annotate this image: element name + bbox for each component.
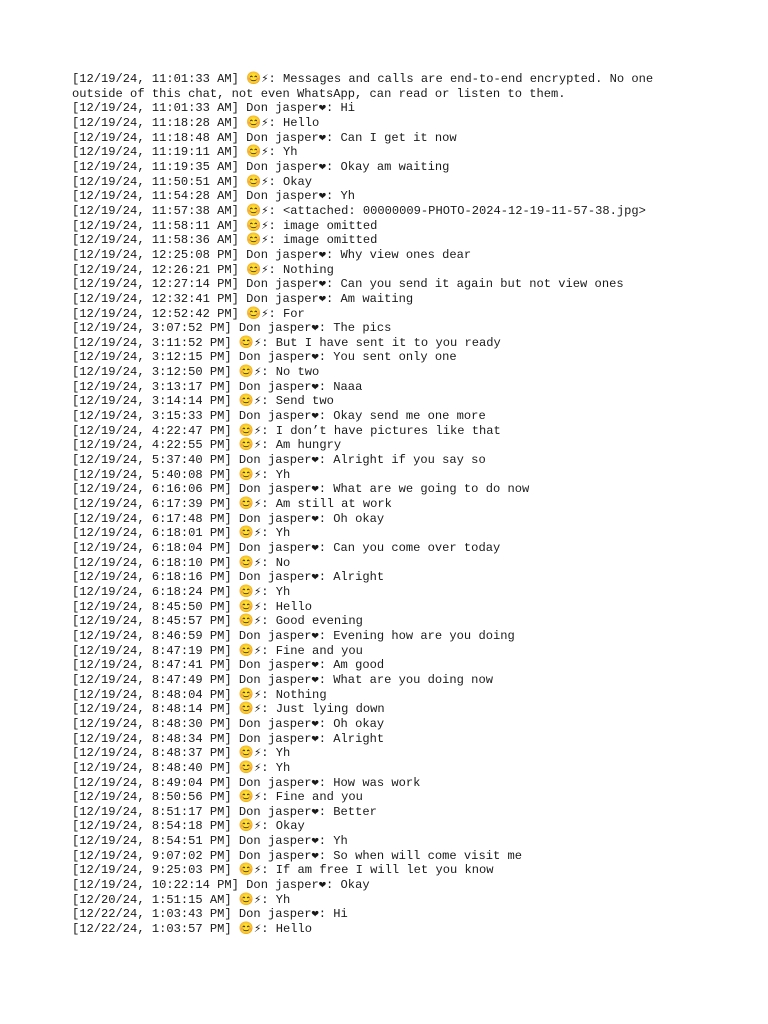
chat-line: [12/19/24, 3:15:33 PM] Don jasper❤: Okay send me one more (72, 409, 486, 424)
chat-line: [12/19/24, 10:22:14 PM] Don jasper❤: Okay (72, 878, 370, 893)
chat-line: [12/19/24, 6:16:06 PM] Don jasper❤: What are we going to do now (72, 482, 530, 497)
chat-line: [12/19/24, 8:54:51 PM] Don jasper❤: Yh (72, 834, 348, 849)
chat-line: [12/19/24, 12:32:41 PM] Don jasper❤: Am waiting (72, 291, 414, 306)
chat-line: [12/19/24, 8:45:57 PM] 😊⚡: Good evening (72, 614, 363, 629)
chat-line: [12/19/24, 8:47:19 PM] 😊⚡: Fine and you (72, 643, 363, 658)
chat-line: [12/19/24, 11:19:11 AM] 😊⚡: Yh (72, 145, 298, 160)
chat-transcript (72, 72, 692, 937)
chat-line: [12/19/24, 4:22:55 PM] 😊⚡: Am hungry (72, 438, 342, 453)
chat-line: [12/19/24, 8:51:17 PM] Don jasper❤: Better (72, 804, 377, 819)
chat-line: [12/19/24, 5:40:08 PM] 😊⚡: Yh (72, 467, 291, 482)
chat-line: [12/19/24, 8:48:14 PM] 😊⚡: Just lying down (72, 702, 385, 717)
chat-line: [12/19/24, 11:50:51 AM] 😊⚡: Okay (72, 174, 313, 189)
chat-line: [12/19/24, 11:18:28 AM] 😊⚡: Hello (72, 115, 320, 130)
chat-line: [12/19/24, 6:17:48 PM] Don jasper❤: Oh okay (72, 511, 385, 526)
chat-line: [12/19/24, 11:54:28 AM] Don jasper❤: Yh (72, 189, 356, 204)
chat-line: [12/19/24, 6:18:16 PM] Don jasper❤: Alright (72, 570, 385, 585)
chat-line: [12/19/24, 12:27:14 PM] Don jasper❤: Can you send it again but not view ones (72, 277, 624, 292)
chat-line: [12/19/24, 4:22:47 PM] 😊⚡: I don’t have pictures like that (72, 423, 501, 438)
chat-line: [12/19/24, 6:18:04 PM] Don jasper❤: Can you come over today (72, 541, 501, 555)
chat-line-attachment: [12/19/24, 11:57:38 AM] 😊⚡: <attached: 00000009-PHOTO-2024-12-19-11-57-38.jpg> (72, 203, 646, 218)
chat-line: [12/19/24, 8:47:41 PM] Don jasper❤: Am good (72, 658, 385, 673)
chat-line: [12/19/24, 8:48:30 PM] Don jasper❤: Oh okay (72, 716, 385, 731)
chat-line: [12/19/24, 12:26:21 PM] 😊⚡: Nothing (72, 262, 334, 277)
chat-line: [12/19/24, 9:07:02 PM] Don jasper❤: So when will come visit me (72, 848, 522, 863)
chat-line: [12/20/24, 1:51:15 AM] 😊⚡: Yh (72, 892, 291, 907)
chat-line: [12/19/24, 8:49:04 PM] Don jasper❤: How was work (72, 775, 421, 790)
chat-line: [12/19/24, 3:07:52 PM] Don jasper❤: The pics (72, 321, 392, 336)
chat-line: [12/19/24, 8:48:34 PM] Don jasper❤: Alright (72, 731, 385, 746)
chat-line: [12/19/24, 12:52:42 PM] 😊⚡: For (72, 306, 305, 321)
chat-line: [12/19/24, 12:25:08 PM] Don jasper❤: Why view ones dear (72, 247, 472, 262)
chat-line: [12/19/24, 3:12:50 PM] 😊⚡: No two (72, 365, 320, 380)
chat-line: [12/19/24, 11:58:36 AM] 😊⚡: image omitted (72, 233, 378, 248)
chat-line: [12/19/24, 3:13:17 PM] Don jasper❤: Naaa (72, 379, 363, 394)
chat-line: [12/22/24, 1:03:57 PM] 😊⚡: Hello (72, 922, 313, 937)
chat-line: [12/19/24, 8:45:50 PM] 😊⚡: Hello (72, 599, 313, 614)
chat-line: [12/19/24, 11:19:35 AM] Don jasper❤: Okay am waiting (72, 159, 450, 174)
chat-line: [12/19/24, 11:58:11 AM] 😊⚡: image omitted (72, 218, 378, 233)
chat-line: [12/19/24, 8:50:56 PM] 😊⚡: Fine and you (72, 790, 363, 805)
chat-line: [12/19/24, 6:18:10 PM] 😊⚡: No (72, 555, 291, 570)
chat-line: [12/19/24, 9:25:03 PM] 😊⚡: If am free I will let you know (72, 863, 494, 878)
chat-line: [12/19/24, 8:46:59 PM] Don jasper❤: Evening how are you doing (72, 628, 515, 643)
chat-line: [12/22/24, 1:03:43 PM] Don jasper❤: Hi (72, 907, 348, 922)
chat-line: [12/19/24, 3:11:52 PM] 😊⚡: But I have sent it to you ready (72, 335, 501, 350)
chat-line: [12/19/24, 3:12:15 PM] Don jasper❤: You sent only one (72, 350, 457, 365)
chat-line: [12/19/24, 8:47:49 PM] Don jasper❤: What are you doing now (72, 672, 493, 687)
chat-line: [12/19/24, 3:14:14 PM] 😊⚡: Send two (72, 394, 334, 409)
chat-line: [12/19/24, 5:37:40 PM] Don jasper❤: Alright if you say so (72, 453, 486, 468)
chat-line: [12/19/24, 8:48:04 PM] 😊⚡: Nothing (72, 687, 327, 702)
chat-line: [12/19/24, 6:18:01 PM] 😊⚡: Yh (72, 526, 291, 541)
chat-line: [12/19/24, 11:01:33 AM] Don jasper❤: Hi (72, 101, 356, 116)
chat-line: [12/19/24, 8:48:37 PM] 😊⚡: Yh (72, 746, 291, 761)
chat-line: [12/19/24, 6:17:39 PM] 😊⚡: Am still at work (72, 497, 392, 512)
chat-line: [12/19/24, 8:54:18 PM] 😊⚡: Okay (72, 819, 305, 834)
chat-line: [12/19/24, 8:48:40 PM] 😊⚡: Yh (72, 760, 291, 775)
chat-line-encryption-notice: [12/19/24, 11:01:33 AM] 😊⚡: Messages and calls are end-to-end encrypted. No one outside of this chat, not even WhatsApp, can read or listen to them. (72, 72, 661, 101)
chat-line: [12/19/24, 11:18:48 AM] Don jasper❤: Can I get it now (72, 130, 457, 145)
chat-line: [12/19/24, 6:18:24 PM] 😊⚡: Yh (72, 584, 291, 599)
